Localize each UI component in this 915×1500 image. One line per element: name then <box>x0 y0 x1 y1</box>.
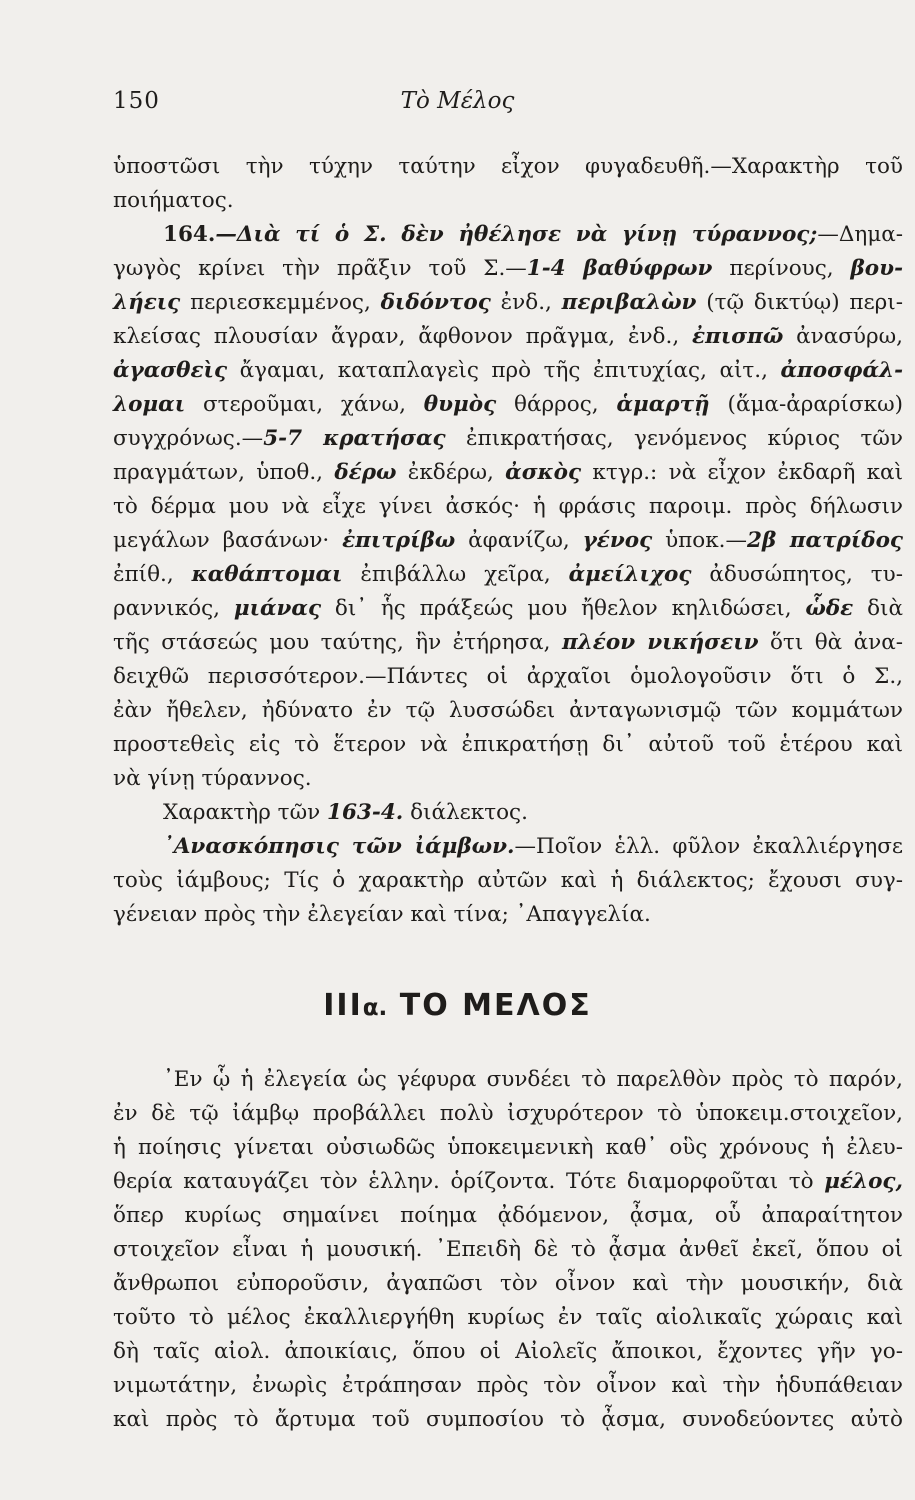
text-line: προστεθεὶς εἰς τὸ ἕτερον νὰ ἐπικρατήσῃ δι᾽ αὐτοῦ τοῦ ἑτέρου καὶ <box>113 732 903 757</box>
text-line: ἀγασθεὶς ἄγαμαι, καταπλαγεὶς πρὸ τῆς ἐπιτυχίας, αἰτ., ἀποσφάλ- <box>113 358 903 383</box>
text-line: ὅπερ κυρίως σημαίνει ποίημα ᾀδόμενον, ᾆσμα, οὗ ἀπαραίτητον <box>113 1203 903 1228</box>
text-line: ἐν δὲ τῷ ἰάμβῳ προβάλλει πολὺ ἰσχυρότερον τὸ ὑποκειμ.στοιχεῖον, <box>113 1101 903 1126</box>
section-heading <box>0 988 915 1023</box>
item-number: 164. <box>163 222 216 247</box>
text-line: νιμωτάτην, ἐνωρὶς ἐτράπησαν πρὸς τὸν οἶνον καὶ τὴν ἡδυπάθειαν <box>113 1373 903 1398</box>
text-line: δὴ ταῖς αἰολ. ἀποικίαις, ὅπου οἱ Αἰολεῖς ἄποικοι, ἔχοντες γῆν γο- <box>113 1339 903 1364</box>
page-header <box>0 88 915 122</box>
text-line: τὸ δέρμα μου νὰ εἶχε γίνει ἀσκός· ἡ φράσις παροιμ. πρὸς δήλωσιν <box>113 494 903 519</box>
text-line: ἐὰν ἤθελεν, ἠδύνατο ἐν τῷ λυσσώδει ἀνταγωνισμῷ τῶν κομμάτων <box>113 698 903 723</box>
running-title: Τὸ Μέλος <box>400 88 515 114</box>
text-line: στοιχεῖον εἶναι ἡ μουσική. ᾿Επειδὴ δὲ τὸ ᾆσμα ἀνθεῖ ἐκεῖ, ὅπου οἱ <box>113 1237 903 1262</box>
text-line: συγχρόνως.—5-7 κρατήσας ἐπικρατήσας, γενόμενος κύριος τῶν <box>113 426 903 451</box>
review-heading: ᾿Ανασκόπησις τῶν ἰάμβων. <box>163 834 515 859</box>
text-line: νὰ γίνῃ τύραννος. <box>113 766 312 791</box>
text-line: πραγμάτων, ὑποθ., δέρω ἐκδέρω, ἀσκὸς κτγρ.: νὰ εἶχον ἐκδαρῆ καὶ <box>113 460 904 485</box>
text-line: θερία καταυγάζει τὸν ἑλλην. ὁρίζοντα. Τότε διαμορφοῦται τὸ μέλος, <box>113 1169 903 1194</box>
text-line: μεγάλων βασάνων· ἐπιτρίβω ἀφανίζω, γένος ὑποκ.—2β πατρίδος <box>113 528 904 553</box>
text-line: λήεις περιεσκεμμένος, διδόντος ἐνδ., περιβαλὼν (τῷ δικτύῳ) περι- <box>113 290 903 315</box>
text-line: ὑποστῶσι τὴν τύχην ταύτην εἶχον φυγαδευθῆ.—Χαρακτὴρ τοῦ <box>113 154 903 179</box>
text-line: ἐπίθ., καθάπτομαι ἐπιβάλλω χεῖρα, ἀμείλιχος ἀδυσώπητος, τυ- <box>113 562 903 587</box>
text-line: ᾿Ανασκόπησις τῶν ἰάμβων.—Ποῖον ἑλλ. φῦλον ἐκαλλιέργησε <box>163 834 904 859</box>
text-line: ἡ ποίησις γίνεται οὐσιωδῶς ὑποκειμενικὴ καθ᾽ οὓς χρόνους ἡ ἐλευ- <box>113 1135 903 1160</box>
text-line: ᾿Εν ᾧ ἡ ἐλεγεία ὡς γέφυρα συνδέει τὸ παρελθὸν πρὸς τὸ παρόν, <box>163 1067 903 1092</box>
text-line: καὶ πρὸς τὸ ἄρτυμα τοῦ συμποσίου τὸ ᾆσμα, συνοδεύοντες αὐτὸ <box>113 1407 903 1432</box>
section-numeral: IIIα. <box>323 988 388 1023</box>
question-text: —Διὰ τί ὁ Σ. δὲν ἠθέλησε νὰ γίνῃ τύραννος; <box>215 222 818 247</box>
text-line: λομαι στεροῦμαι, χάνω, θυμὸς θάρρος, ἁμαρτῇ (ἅμα-ἀραρίσκω) <box>113 392 903 417</box>
text-line: τοῦτο τὸ μέλος ἐκαλλιεργήθη κυρίως ἐν ταῖς αἰολικαῖς χώραις καὶ <box>113 1305 903 1330</box>
text-line: 164.—Διὰ τί ὁ Σ. δὲν ἠθέλησε νὰ γίνῃ τύραννος;—Δημα- <box>163 222 903 247</box>
text-line: κλείσας πλουσίαν ἄγραν, ἄφθονον πρᾶγμα, ἐνδ., ἐπισπῶ ἀνασύρω, <box>113 324 903 349</box>
text-line: γωγὸς κρίνει τὴν πρᾶξιν τοῦ Σ.—1-4 βαθύφρων περίνους, βου- <box>113 256 903 281</box>
text-line: ἄνθρωποι εὐποροῦσιν, ἀγαπῶσι τὸν οἶνον καὶ τὴν μουσικήν, διὰ <box>113 1271 903 1296</box>
section-numeral-suffix: α. <box>362 995 388 1021</box>
page-number: 150 <box>113 88 160 114</box>
section-title: ΤΟ ΜΕΛΟΣ <box>399 988 592 1023</box>
text-line: γένειαν πρὸς τὴν ἐλεγείαν καὶ τίνα; ᾿Απαγγελία. <box>113 902 651 927</box>
text-line: τοὺς ἰάμβους; Τίς ὁ χαρακτὴρ αὐτῶν καὶ ἡ διάλεκτος; ἔχουσι συγ- <box>113 868 903 893</box>
text-line: δειχθῶ περισσότερον.—Πάντες οἱ ἀρχαῖοι ὁμολογοῦσιν ὅτι ὁ Σ., <box>113 664 903 689</box>
text-line: ποιήματος. <box>113 188 234 213</box>
text-line: Χαρακτὴρ τῶν 163-4. διάλεκτος. <box>163 800 528 825</box>
text-line: τῆς στάσεώς μου ταύτης, ἣν ἐτήρησα, πλέον νικήσειν ὅτι θὰ ἀνα- <box>113 630 904 655</box>
text-line: ραννικός, μιάνας δι᾽ ἧς πράξεώς μου ἤθελον κηλιδώσει, ὧδε διὰ <box>113 596 903 621</box>
